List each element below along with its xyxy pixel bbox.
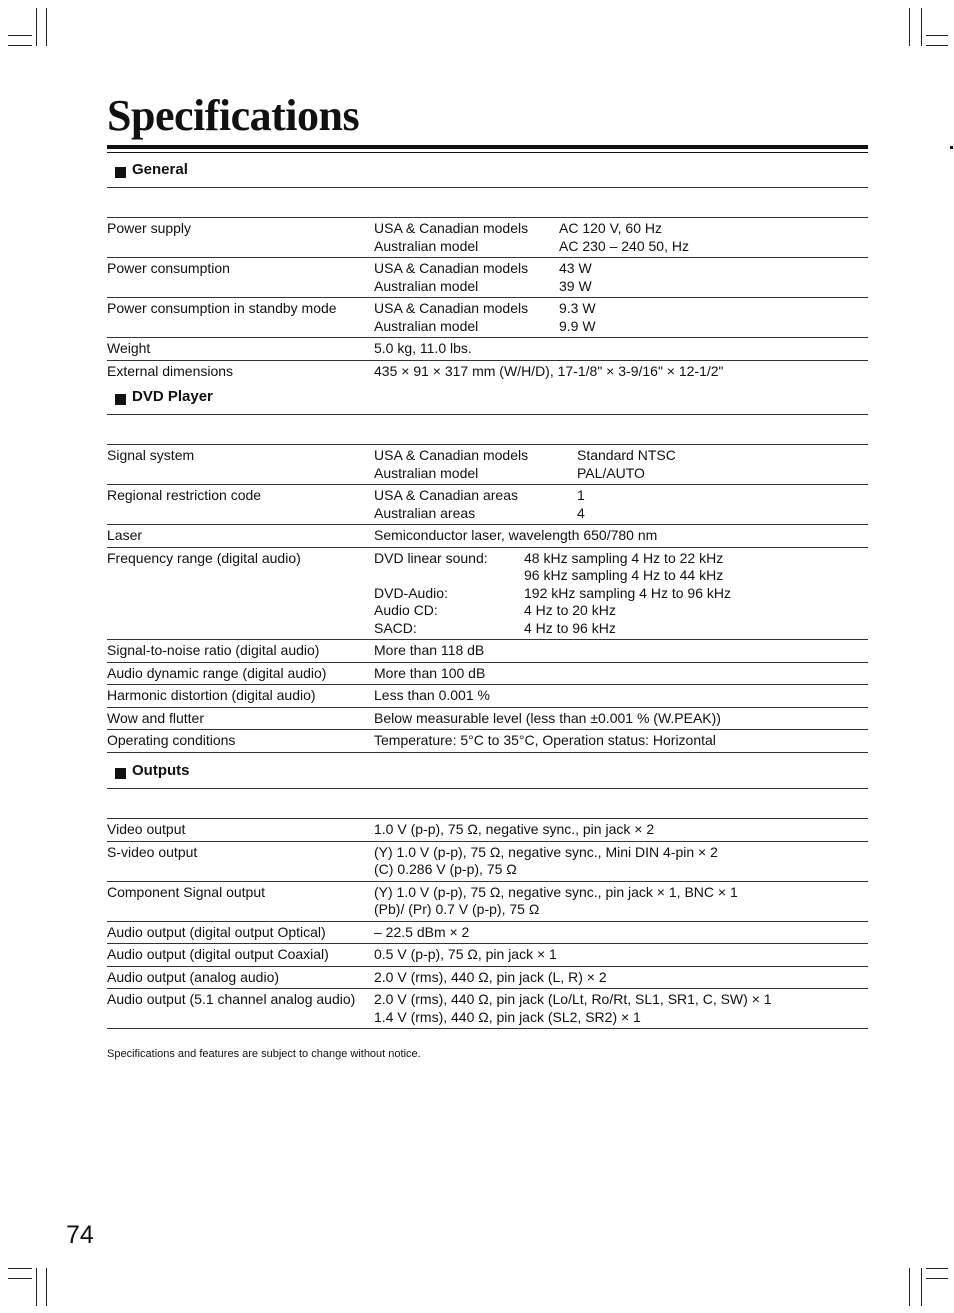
section-heading bbox=[107, 157, 868, 188]
section-general bbox=[107, 157, 868, 382]
table-row bbox=[107, 525, 868, 548]
page-number: 74 bbox=[66, 1221, 94, 1249]
spec-table bbox=[107, 217, 868, 382]
section-heading bbox=[107, 758, 868, 789]
spec-value: USA & Canadian models 9.3 W Australian model 9.9 W bbox=[374, 300, 596, 334]
spec-value: (Y) 1.0 V (p-p), 75 Ω, negative sync., pin jack × 1, BNC × 1 (Pb)/ (Pr) 0.7 V (p-p), 75 Ω bbox=[374, 883, 738, 917]
spec-value: Below measurable level (less than ±0.001 % (W.PEAK)) bbox=[374, 709, 721, 726]
spec-value: USA & Canadian models Standard NTSC Australian model PAL/AUTO bbox=[374, 447, 676, 481]
table-row bbox=[107, 548, 868, 641]
table-row bbox=[107, 685, 868, 708]
table-row bbox=[107, 640, 868, 663]
section-heading bbox=[107, 384, 868, 415]
section-dvd-player bbox=[107, 384, 868, 753]
spec-label: Power consumption in standby mode bbox=[107, 300, 337, 316]
title-rule bbox=[107, 145, 868, 149]
spec-label: Video output bbox=[107, 821, 186, 837]
spec-value: 435 × 91 × 317 mm (W/H/D), 17-1/8" × 3-9/16" × 12-1/2" bbox=[374, 362, 724, 379]
spec-label: Audio output (digital output Optical) bbox=[107, 923, 326, 940]
spec-value: 5.0 kg, 11.0 lbs. bbox=[374, 340, 472, 356]
square-bullet-icon bbox=[115, 394, 126, 405]
spec-value: DVD linear sound: 48 kHz sampling 4 Hz to 22 kHz 96 kHz sampling 4 Hz to 44 kHz DVD-Audio: 192 kHz sampling 4 Hz to 96 kHz Audio CD: 4 Hz to 20 kHz SACD: 4 Hz to 96 kHz bbox=[374, 549, 731, 636]
spec-label: Signal system bbox=[107, 447, 195, 463]
table-row bbox=[107, 842, 868, 882]
table-row bbox=[107, 989, 868, 1029]
section-heading-label: General bbox=[132, 161, 188, 178]
spec-label: Component Signal output bbox=[107, 883, 265, 900]
table-row bbox=[107, 944, 868, 967]
spec-label: Laser bbox=[107, 527, 143, 543]
page-title: Specifications bbox=[107, 91, 360, 140]
spec-label: Power consumption bbox=[107, 260, 230, 276]
spec-label: Weight bbox=[107, 340, 151, 356]
spec-table bbox=[107, 444, 868, 753]
spec-label: Harmonic distortion (digital audio) bbox=[107, 687, 316, 703]
spec-value: 2.0 V (rms), 440 Ω, pin jack (L, R) × 2 bbox=[374, 968, 607, 985]
table-row bbox=[107, 730, 868, 753]
table-row bbox=[107, 663, 868, 686]
spec-label: Wow and flutter bbox=[107, 709, 205, 726]
spec-label: Frequency range (digital audio) bbox=[107, 549, 301, 566]
table-row bbox=[107, 819, 868, 842]
spec-label: Audio output (5.1 channel analog audio) bbox=[107, 991, 356, 1007]
spec-label: Signal-to-noise ratio (digital audio) bbox=[107, 642, 320, 658]
table-row bbox=[107, 258, 868, 298]
spec-value: 1.0 V (p-p), 75 Ω, negative sync., pin jack × 2 bbox=[374, 821, 655, 837]
table-row bbox=[107, 338, 868, 361]
table-row bbox=[107, 708, 868, 731]
spec-value: 2.0 V (rms), 440 Ω, pin jack (Lo/Lt, Ro/Rt, SL1, SR1, C, SW) × 1 1.4 V (rms), 440 Ω, pin jack (SL2, SR2) × 1 bbox=[374, 991, 772, 1025]
spec-value: USA & Canadian areas 1 Australian areas 4 bbox=[374, 487, 585, 521]
spec-value: Semiconductor laser, wavelength 650/780 nm bbox=[374, 527, 658, 543]
spec-value: Less than 0.001 % bbox=[374, 687, 490, 703]
spec-value: More than 118 dB bbox=[374, 642, 485, 658]
section-heading-label: Outputs bbox=[132, 762, 190, 779]
table-row bbox=[107, 445, 868, 485]
spec-label: Power supply bbox=[107, 220, 192, 236]
footnote: Specifications and features are subject to change without notice. bbox=[107, 1048, 421, 1060]
spec-label: Operating conditions bbox=[107, 732, 236, 748]
spec-value: USA & Canadian models 43 W Australian model 39 W bbox=[374, 260, 592, 294]
table-row bbox=[107, 298, 868, 338]
spec-label: Regional restriction code bbox=[107, 487, 262, 503]
section-heading-label: DVD Player bbox=[132, 388, 213, 405]
square-bullet-icon bbox=[115, 167, 126, 178]
spec-value: More than 100 dB bbox=[374, 664, 486, 681]
table-row bbox=[107, 218, 868, 258]
spec-label: S-video output bbox=[107, 843, 198, 860]
spec-label: Audio output (analog audio) bbox=[107, 968, 280, 985]
registration-dot bbox=[950, 146, 953, 149]
table-row bbox=[107, 967, 868, 990]
square-bullet-icon bbox=[115, 768, 126, 779]
spec-label: Audio output (digital output Coaxial) bbox=[107, 946, 329, 962]
spec-label: External dimensions bbox=[107, 362, 234, 379]
spec-value: (Y) 1.0 V (p-p), 75 Ω, negative sync., Mini DIN 4-pin × 2 (C) 0.286 V (p-p), 75 Ω bbox=[374, 843, 718, 877]
spec-value: 0.5 V (p-p), 75 Ω, pin jack × 1 bbox=[374, 946, 557, 962]
table-row bbox=[107, 922, 868, 945]
section-outputs bbox=[107, 758, 868, 1029]
spec-value: USA & Canadian models AC 120 V, 60 Hz Australian model AC 230 – 240 50, Hz bbox=[374, 220, 689, 254]
title-rule-thin bbox=[107, 152, 868, 153]
table-row bbox=[107, 882, 868, 922]
spec-value: – 22.5 dBm × 2 bbox=[374, 923, 470, 940]
spec-table bbox=[107, 818, 868, 1029]
spec-label: Audio dynamic range (digital audio) bbox=[107, 664, 327, 681]
spec-value: Temperature: 5°C to 35°C, Operation status: Horizontal bbox=[374, 732, 716, 748]
table-row bbox=[107, 485, 868, 525]
table-row bbox=[107, 361, 868, 383]
